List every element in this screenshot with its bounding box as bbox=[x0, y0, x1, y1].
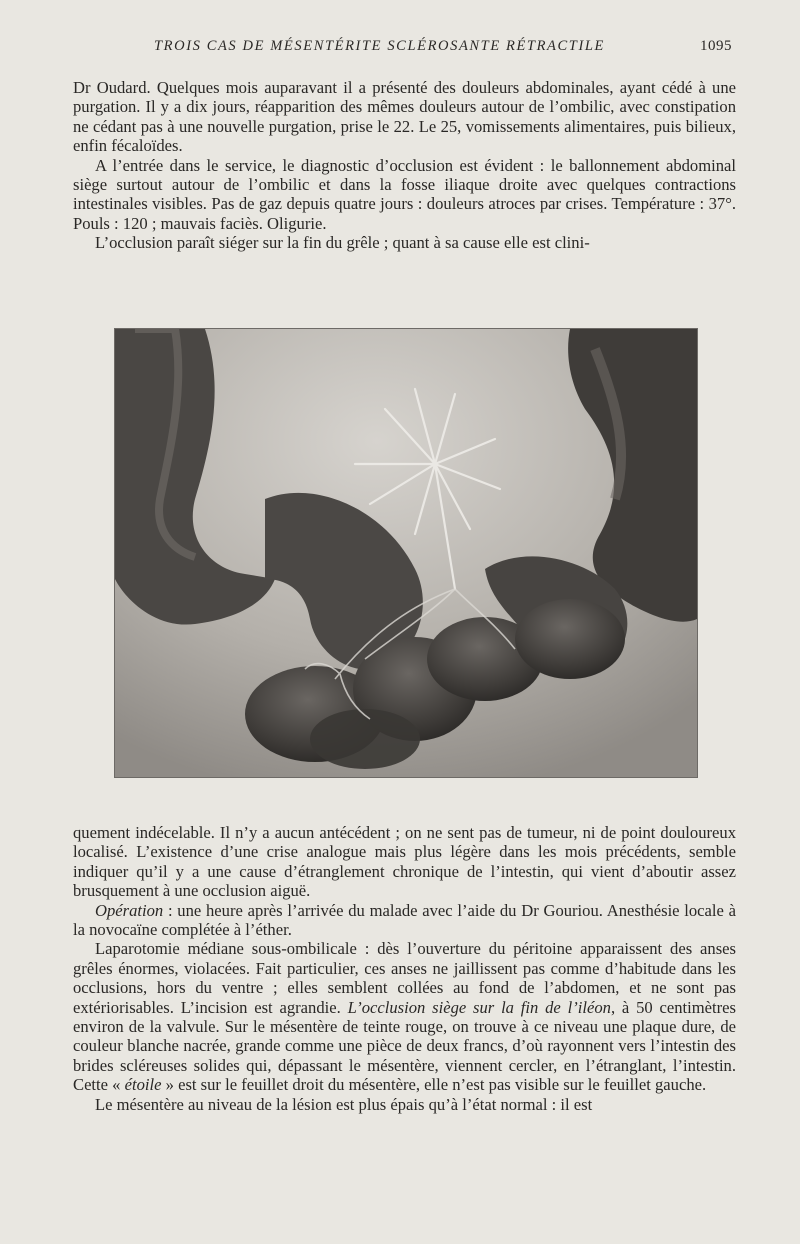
paragraph: Dr Oudard. Quelques mois auparavant il a présenté des douleurs abdominales, ayant cédé à une purgation. Il y a dix jours, réapparition des mêmes douleurs autour de l’ombilic, avec constipation ne cédant pas à une nouvelle purgation, prise le 22. Le 25, vomissements alimentaires, puis bilieux, enfin fécaloïdes. bbox=[73, 78, 736, 156]
paragraph: quement indécelable. Il n’y a aucun antécédent ; on ne sent pas de tumeur, ni de point douloureux localisé. L’existence d’une crise analogue mais plus légère dans les mois précédents, semble indiquer qu’il y a une cause d’étranglement chronique de l’intestin, qui vient d’aboutir assez brusquement à une occlusion aiguë. bbox=[73, 823, 736, 901]
running-title: TROIS CAS DE MÉSENTÉRITE SCLÉROSANTE RÉTRACTILE bbox=[154, 38, 605, 54]
paragraph bbox=[73, 939, 736, 1094]
text-block-bottom bbox=[73, 823, 736, 1114]
italic-text: étoile bbox=[124, 1075, 162, 1095]
paragraph: A l’entrée dans le service, le diagnostic d’occlusion est évident : le ballonnement abdominal siège surtout autour de l’ombilic et dans la fosse iliaque droite avec quelques contractions intestinales visibles. Pas de gaz depuis quatre jours : douleurs atroces par crises. Température : 37°. Pouls : 120 ; mauvais faciès. Oligurie. bbox=[73, 155, 736, 233]
page-number: 1095 bbox=[700, 38, 732, 54]
paragraph: L’occlusion paraît siéger sur la fin du grêle ; quant à sa cause elle est clini- bbox=[95, 233, 590, 253]
text-block-top bbox=[73, 78, 736, 253]
paragraph-text: , à 50 centimètres environ de la valvule. Sur le mésentère de teinte rouge, on trouve à ce niveau une plaque dure, de couleur blanche nacrée, grande comme une pièce de deux francs, d’où rayonnent vers l’intestin des brides scléreuses solides qui, dépassant le mésentère, viennent cercler, en l’étranglant, l’intestin. Cette « bbox=[73, 997, 736, 1095]
running-header bbox=[0, 38, 800, 58]
italic-text: L’occlusion siège sur la fin de l’iléon bbox=[347, 997, 611, 1017]
paragraph-text: » est sur le feuillet droit du mésentère, elle n’est pas visible sur le feuillet gauche. bbox=[161, 1075, 707, 1095]
anatomical-illustration bbox=[114, 328, 698, 778]
anatomical-illustration-icon bbox=[115, 329, 697, 777]
paragraph: Le mésentère au niveau de la lésion est plus épais qu’à l’état normal : il est bbox=[95, 1094, 593, 1114]
paragraph-text: : une heure après l’arrivée du malade avec l’aide du Dr Gouriou. Anesthésie locale à la novocaïne complétée à l’éther. bbox=[73, 900, 736, 940]
italic-text: Opération bbox=[95, 900, 164, 920]
paragraph-text: Laparotomie médiane sous-ombilicale : dès l’ouverture du péritoine apparaissent des anses grêles énormes, violacées. Fait particulier, ces anses ne jaillissent pas comme d’habitude dans les occlusions, hors du ventre ; elles semblent collées au fond de l’abdomen, et ne sont pas extériorisables. L’incision est agrandie. bbox=[73, 939, 736, 1017]
paragraph bbox=[73, 901, 736, 940]
